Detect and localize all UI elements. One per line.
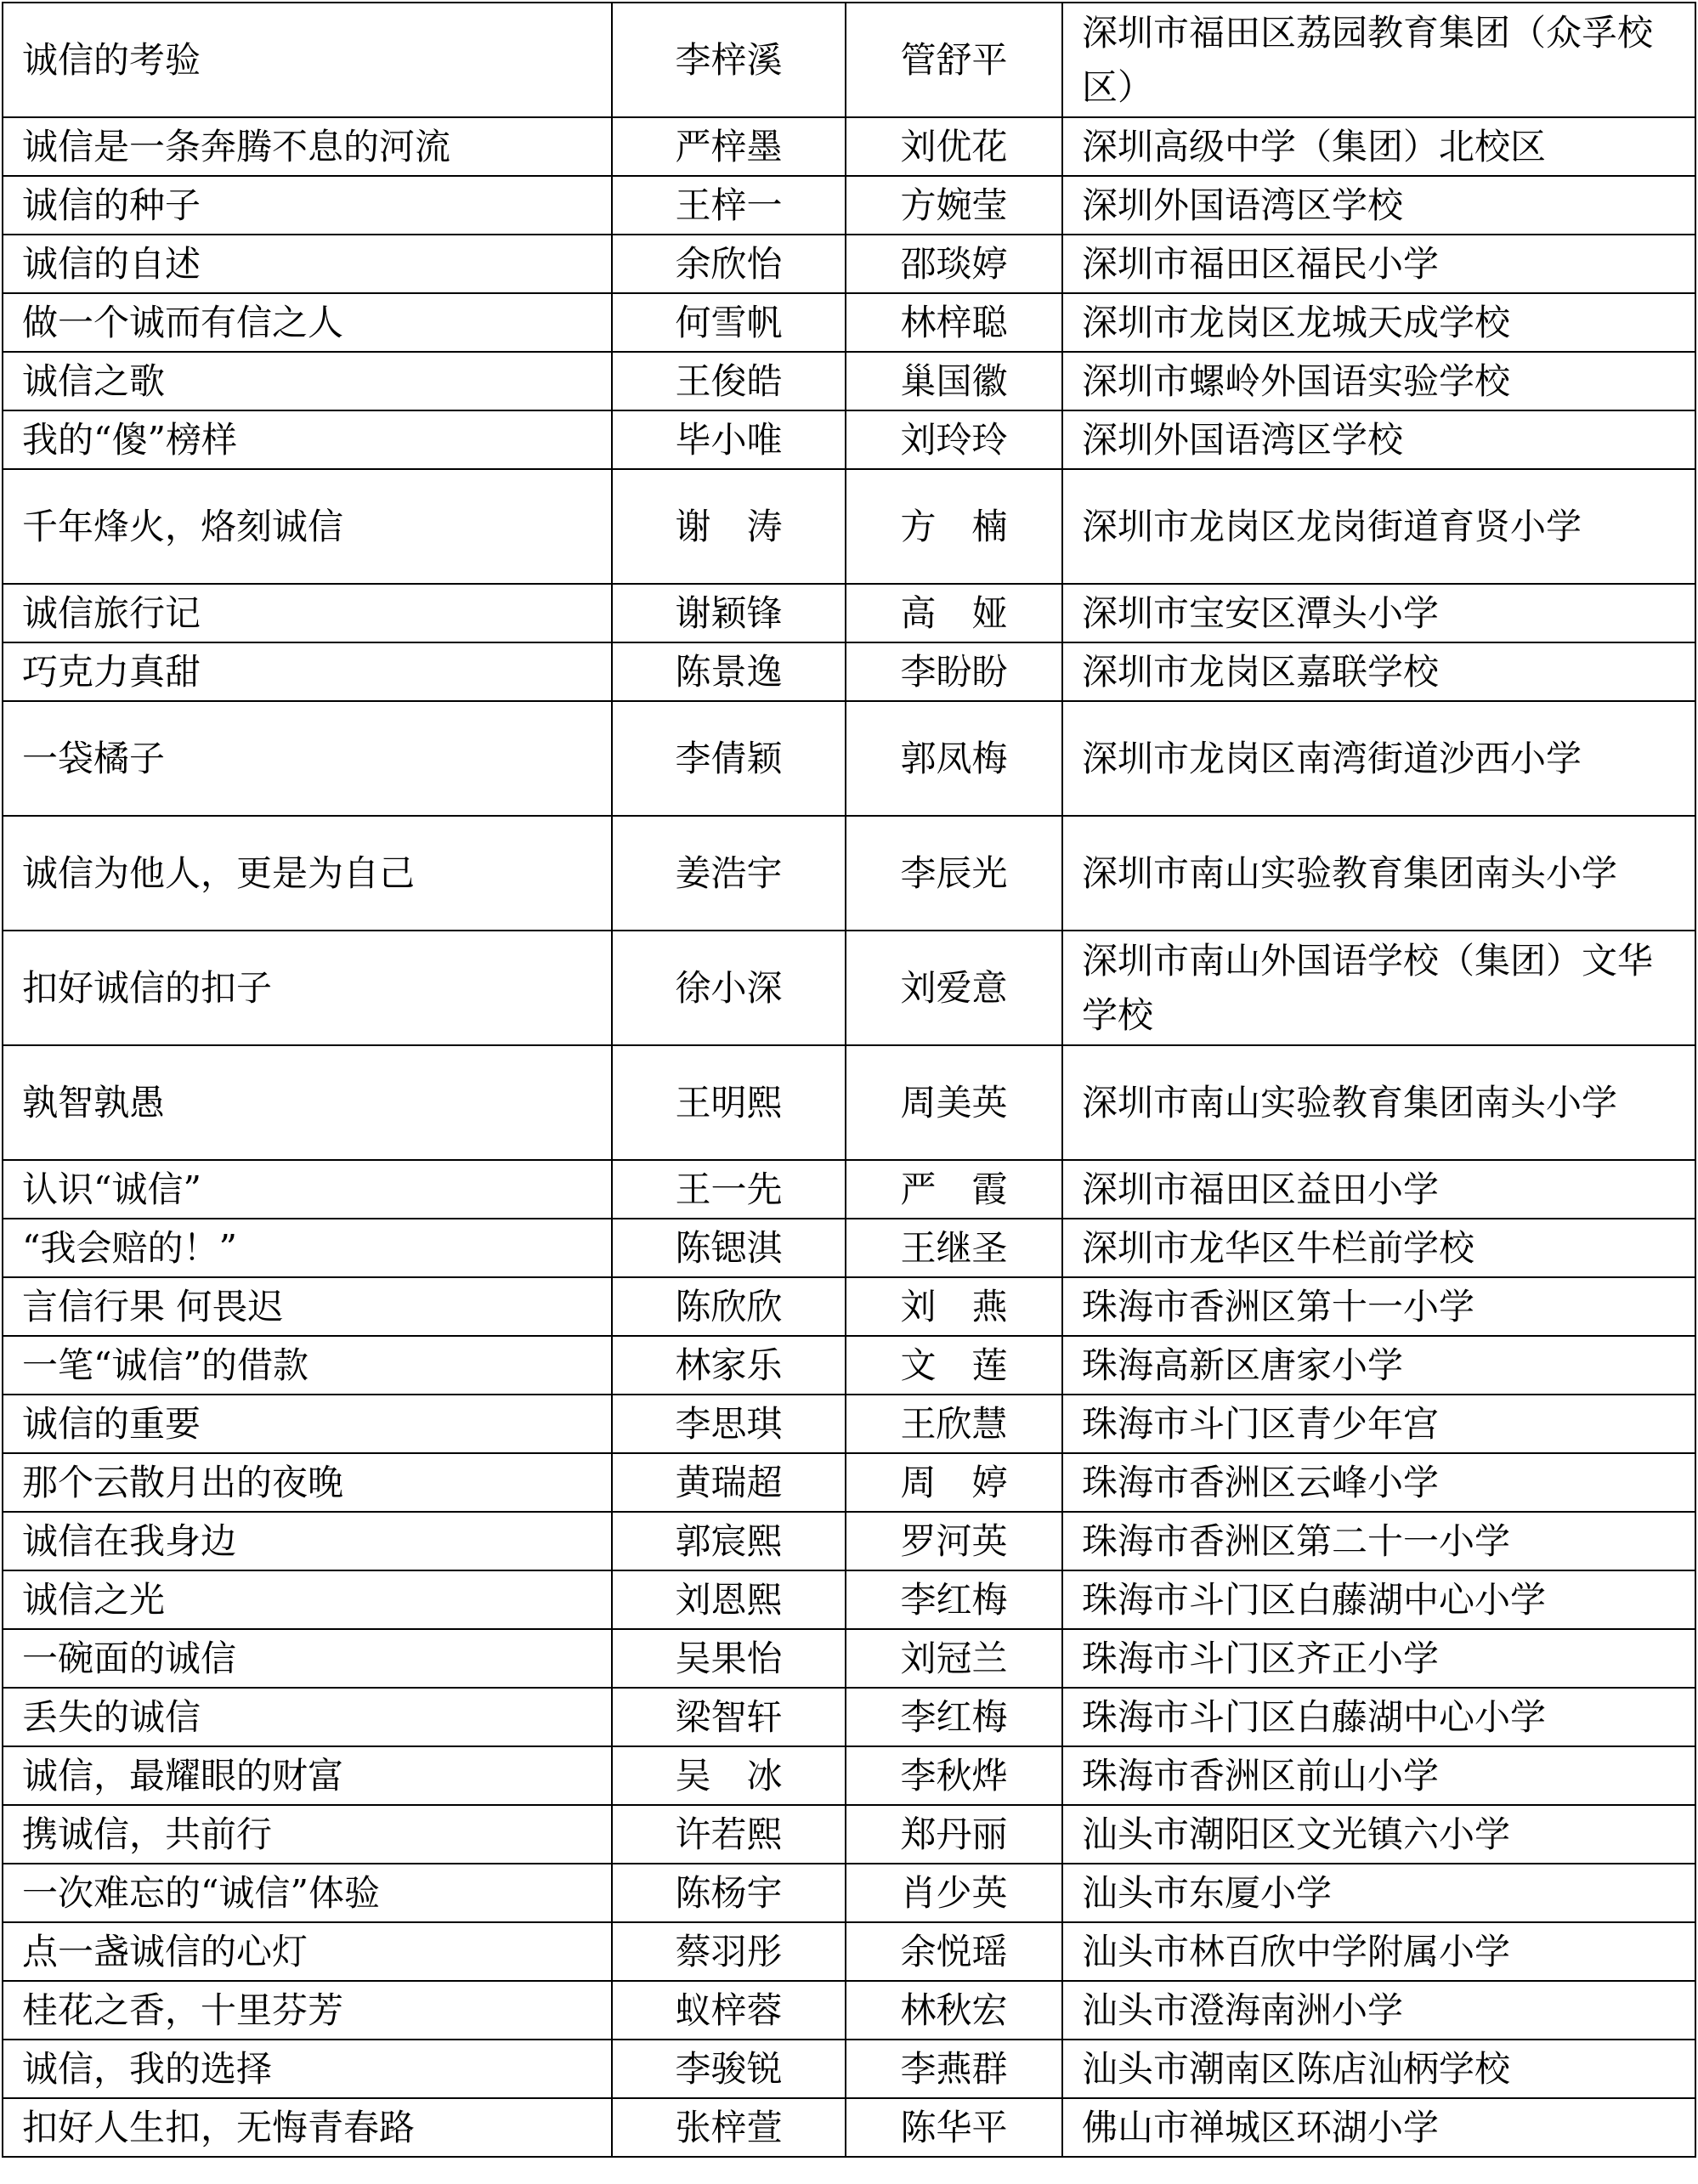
essay-title-cell: 巧克力真甜 — [3, 642, 612, 701]
table-row — [3, 2040, 1695, 2098]
teacher-cell: 巢国徽 — [846, 352, 1062, 410]
essay-title-cell: 我的“傻”榜样 — [3, 410, 612, 469]
teacher-cell: 刘冠兰 — [846, 1629, 1062, 1688]
essay-title-cell: 千年烽火，烙刻诚信 — [3, 469, 612, 584]
teacher-cell: 林秋宏 — [846, 1981, 1062, 2040]
author-cell: 谢颖锋 — [612, 584, 846, 642]
author-cell: 王俊皓 — [612, 352, 846, 410]
school-cell: 珠海市香洲区云峰小学 — [1062, 1453, 1695, 1512]
school-cell: 深圳市螺岭外国语实验学校 — [1062, 352, 1695, 410]
essay-title-cell: 携诚信，共前行 — [3, 1805, 612, 1864]
essay-title-cell: 认识“诚信” — [3, 1160, 612, 1219]
table-row — [3, 352, 1695, 410]
teacher-cell: 刘爱意 — [846, 931, 1062, 1045]
school-cell: 深圳市龙岗区龙城天成学校 — [1062, 293, 1695, 352]
table-row — [3, 1277, 1695, 1336]
table-row — [3, 117, 1695, 176]
author-cell: 余欣怡 — [612, 235, 846, 293]
table-row — [3, 1864, 1695, 1922]
essay-title-cell: 诚信为他人，更是为自己 — [3, 816, 612, 931]
author-cell: 毕小唯 — [612, 410, 846, 469]
school-cell: 深圳市南山实验教育集团南头小学 — [1062, 816, 1695, 931]
table-row — [3, 931, 1695, 1045]
essay-title-cell: 诚信之光 — [3, 1570, 612, 1629]
table-row — [3, 1453, 1695, 1512]
essay-title-cell: 诚信的自述 — [3, 235, 612, 293]
essay-title-cell: 点一盏诚信的心灯 — [3, 1922, 612, 1981]
teacher-cell: 李红梅 — [846, 1688, 1062, 1746]
teacher-cell: 李燕群 — [846, 2040, 1062, 2098]
author-cell: 谢 涛 — [612, 469, 846, 584]
essay-title-cell: 扣好人生扣，无悔青春路 — [3, 2098, 612, 2157]
essay-title-cell: 一袋橘子 — [3, 701, 612, 816]
table-row — [3, 1395, 1695, 1453]
school-cell: 深圳外国语湾区学校 — [1062, 176, 1695, 235]
essay-title-cell: 诚信，我的选择 — [3, 2040, 612, 2098]
author-cell: 刘恩熙 — [612, 1570, 846, 1629]
essay-title-cell: 孰智孰愚 — [3, 1045, 612, 1160]
school-cell: 深圳市福田区福民小学 — [1062, 235, 1695, 293]
school-cell: 深圳市南山实验教育集团南头小学 — [1062, 1045, 1695, 1160]
school-cell: 汕头市潮南区陈店汕柄学校 — [1062, 2040, 1695, 2098]
author-cell: 许若熙 — [612, 1805, 846, 1864]
author-cell: 郭宸熙 — [612, 1512, 846, 1570]
table-row — [3, 1160, 1695, 1219]
table-row — [3, 1219, 1695, 1277]
author-cell: 姜浩宇 — [612, 816, 846, 931]
essay-title-cell: 诚信的种子 — [3, 176, 612, 235]
essay-title-cell: 诚信的考验 — [3, 3, 612, 117]
table-row — [3, 1336, 1695, 1395]
author-cell: 陈杨宇 — [612, 1864, 846, 1922]
teacher-cell: 周 婷 — [846, 1453, 1062, 1512]
teacher-cell: 李盼盼 — [846, 642, 1062, 701]
author-cell: 梁智轩 — [612, 1688, 846, 1746]
author-cell: 林家乐 — [612, 1336, 846, 1395]
essay-title-cell: 诚信旅行记 — [3, 584, 612, 642]
author-cell: 王梓一 — [612, 176, 846, 235]
essay-title-cell: 那个云散月出的夜晚 — [3, 1453, 612, 1512]
table-row — [3, 469, 1695, 584]
author-cell: 陈景逸 — [612, 642, 846, 701]
school-cell: 深圳市龙华区牛栏前学校 — [1062, 1219, 1695, 1277]
teacher-cell: 方 楠 — [846, 469, 1062, 584]
teacher-cell: 刘优花 — [846, 117, 1062, 176]
table-row — [3, 1981, 1695, 2040]
teacher-cell: 李辰光 — [846, 816, 1062, 931]
school-cell: 深圳市龙岗区龙岗街道育贤小学 — [1062, 469, 1695, 584]
school-cell: 汕头市东厦小学 — [1062, 1864, 1695, 1922]
table-row — [3, 584, 1695, 642]
author-cell: 李思琪 — [612, 1395, 846, 1453]
table-row — [3, 701, 1695, 816]
teacher-cell: 李红梅 — [846, 1570, 1062, 1629]
teacher-cell: 陈华平 — [846, 2098, 1062, 2157]
table-row — [3, 816, 1695, 931]
teacher-cell: 肖少英 — [846, 1864, 1062, 1922]
essay-title-cell: “我会赔的！” — [3, 1219, 612, 1277]
teacher-cell: 管舒平 — [846, 3, 1062, 117]
school-cell: 深圳市南山外国语学校（集团）文华学校 — [1062, 931, 1695, 1045]
table-row — [3, 1512, 1695, 1570]
table-row — [3, 1045, 1695, 1160]
school-cell: 汕头市潮阳区文光镇六小学 — [1062, 1805, 1695, 1864]
school-cell: 珠海市斗门区齐正小学 — [1062, 1629, 1695, 1688]
school-cell: 汕头市澄海南洲小学 — [1062, 1981, 1695, 2040]
table-row — [3, 1746, 1695, 1805]
table-row — [3, 235, 1695, 293]
teacher-cell: 严 霞 — [846, 1160, 1062, 1219]
teacher-cell: 郑丹丽 — [846, 1805, 1062, 1864]
school-cell: 珠海市斗门区白藤湖中心小学 — [1062, 1570, 1695, 1629]
teacher-cell: 王继圣 — [846, 1219, 1062, 1277]
author-cell: 张梓萱 — [612, 2098, 846, 2157]
table-row — [3, 1570, 1695, 1629]
award-list-table — [2, 2, 1696, 2158]
teacher-cell: 罗河英 — [846, 1512, 1062, 1570]
author-cell: 蔡羽彤 — [612, 1922, 846, 1981]
author-cell: 李倩颖 — [612, 701, 846, 816]
school-cell: 深圳市福田区荔园教育集团（众孚校区） — [1062, 3, 1695, 117]
author-cell: 吴 冰 — [612, 1746, 846, 1805]
author-cell: 徐小深 — [612, 931, 846, 1045]
table-row — [3, 293, 1695, 352]
teacher-cell: 邵琰婷 — [846, 235, 1062, 293]
teacher-cell: 李秋烨 — [846, 1746, 1062, 1805]
essay-title-cell: 诚信之歌 — [3, 352, 612, 410]
teacher-cell: 刘玲玲 — [846, 410, 1062, 469]
school-cell: 深圳高级中学（集团）北校区 — [1062, 117, 1695, 176]
table-row — [3, 2098, 1695, 2157]
essay-title-cell: 桂花之香，十里芬芳 — [3, 1981, 612, 2040]
school-cell: 深圳市龙岗区嘉联学校 — [1062, 642, 1695, 701]
author-cell: 蚁梓蓉 — [612, 1981, 846, 2040]
teacher-cell: 王欣慧 — [846, 1395, 1062, 1453]
author-cell: 陈锶淇 — [612, 1219, 846, 1277]
essay-title-cell: 一笔“诚信”的借款 — [3, 1336, 612, 1395]
author-cell: 吴果怡 — [612, 1629, 846, 1688]
table-row — [3, 642, 1695, 701]
author-cell: 何雪帆 — [612, 293, 846, 352]
school-cell: 珠海市香洲区第二十一小学 — [1062, 1512, 1695, 1570]
author-cell: 李骏锐 — [612, 2040, 846, 2098]
author-cell: 王一先 — [612, 1160, 846, 1219]
essay-title-cell: 诚信，最耀眼的财富 — [3, 1746, 612, 1805]
table-row — [3, 1688, 1695, 1746]
essay-title-cell: 一碗面的诚信 — [3, 1629, 612, 1688]
essay-title-cell: 扣好诚信的扣子 — [3, 931, 612, 1045]
teacher-cell: 林梓聪 — [846, 293, 1062, 352]
essay-title-cell: 诚信是一条奔腾不息的河流 — [3, 117, 612, 176]
essay-title-cell: 诚信在我身边 — [3, 1512, 612, 1570]
school-cell: 珠海高新区唐家小学 — [1062, 1336, 1695, 1395]
teacher-cell: 周美英 — [846, 1045, 1062, 1160]
teacher-cell: 刘 燕 — [846, 1277, 1062, 1336]
essay-title-cell: 一次难忘的“诚信”体验 — [3, 1864, 612, 1922]
author-cell: 陈欣欣 — [612, 1277, 846, 1336]
school-cell: 珠海市斗门区青少年宫 — [1062, 1395, 1695, 1453]
school-cell: 深圳市龙岗区南湾街道沙西小学 — [1062, 701, 1695, 816]
school-cell: 珠海市香洲区第十一小学 — [1062, 1277, 1695, 1336]
teacher-cell: 郭凤梅 — [846, 701, 1062, 816]
school-cell: 佛山市禅城区环湖小学 — [1062, 2098, 1695, 2157]
award-list-body — [3, 3, 1695, 2157]
teacher-cell: 方婉莹 — [846, 176, 1062, 235]
school-cell: 汕头市林百欣中学附属小学 — [1062, 1922, 1695, 1981]
table-row — [3, 1805, 1695, 1864]
table-row — [3, 410, 1695, 469]
table-row — [3, 1922, 1695, 1981]
essay-title-cell: 丢失的诚信 — [3, 1688, 612, 1746]
author-cell: 李梓溪 — [612, 3, 846, 117]
school-cell: 深圳市宝安区潭头小学 — [1062, 584, 1695, 642]
author-cell: 王明熙 — [612, 1045, 846, 1160]
table-row — [3, 176, 1695, 235]
author-cell: 黄瑞超 — [612, 1453, 846, 1512]
school-cell: 珠海市香洲区前山小学 — [1062, 1746, 1695, 1805]
table-row — [3, 1629, 1695, 1688]
school-cell: 珠海市斗门区白藤湖中心小学 — [1062, 1688, 1695, 1746]
school-cell: 深圳外国语湾区学校 — [1062, 410, 1695, 469]
teacher-cell: 高 娅 — [846, 584, 1062, 642]
essay-title-cell: 做一个诚而有信之人 — [3, 293, 612, 352]
table-row — [3, 3, 1695, 117]
teacher-cell: 余悦瑶 — [846, 1922, 1062, 1981]
teacher-cell: 文 莲 — [846, 1336, 1062, 1395]
essay-title-cell: 诚信的重要 — [3, 1395, 612, 1453]
author-cell: 严梓墨 — [612, 117, 846, 176]
school-cell: 深圳市福田区益田小学 — [1062, 1160, 1695, 1219]
essay-title-cell: 言信行果 何畏迟 — [3, 1277, 612, 1336]
